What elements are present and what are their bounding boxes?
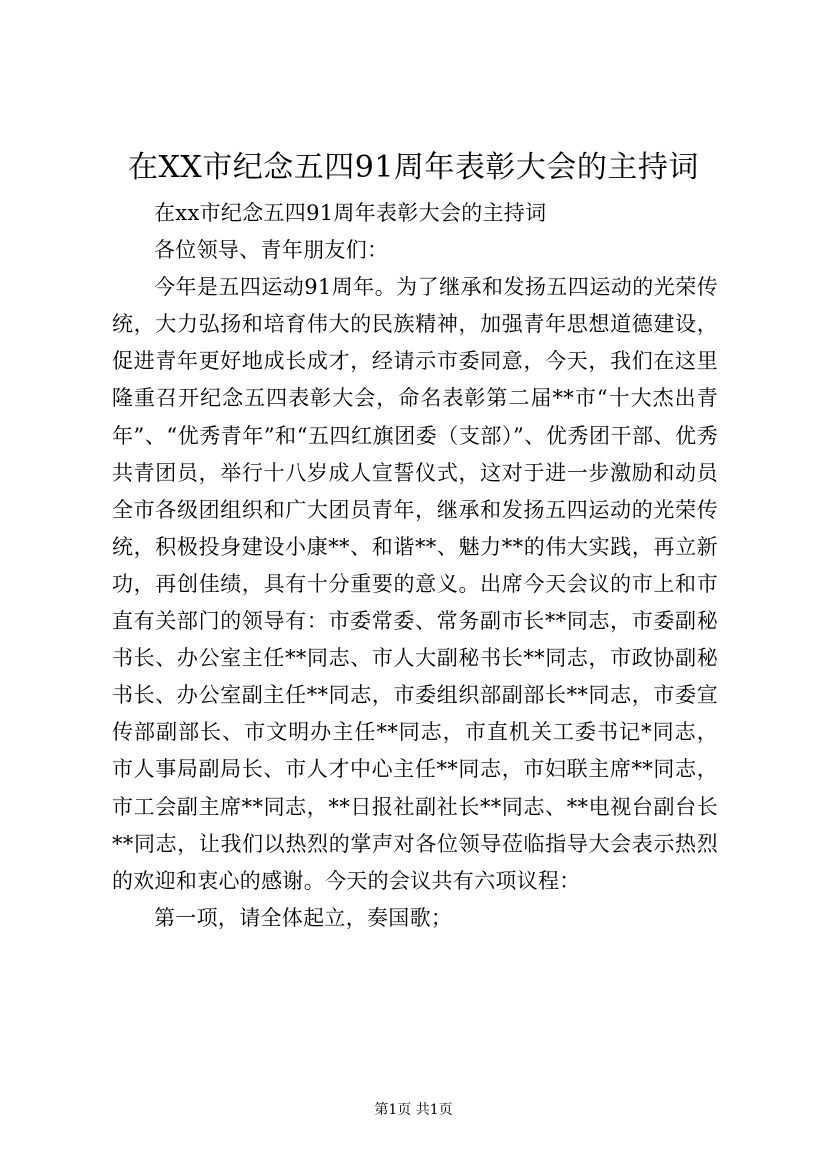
subtitle-paragraph: 在xx市纪念五四91周年表彰大会的主持词 <box>154 201 547 225</box>
main-paragraph: 今年是五四运动91周年。为了继承和发扬五四运动的光荣传统，大力弘扬和培育伟大的民族精神，加强青年思想道德建设，促进青年更好地成长成才，经请示市委同意，今天，我们在这里隆重召开纪念五四表彰大会，命名表彰第二届**市“十大杰出青年”、“优秀青年”和“五四红旗团委（支部）”、优秀团干部、优秀共青团员，举行十八岁成人宣誓仪式，这对于进一步激励和动员全市各级团组织和广大团员青年，继承和发扬五四运动的光荣传统，积极投身建设小康**、和谐**、魅力**的伟大实践，再立新功，再创佳绩，具有十分重要的意义。出席今天会议的市上和市直有关部门的领导有：市委常委、常务副市长**同志，市委副秘书长、办公室主任**同志、市人大副秘书长**同志，市政协副秘书长、办公室副主任**同志，市委组织部副部长**同志，市委宣传部副部长、市文明办主任**同志，市直机关工委书记*同志，市人事局副局长、市人才中心主任**同志，市妇联主席**同志，市工会副主席**同志，**日报社副社长**同志、**电视台副台长**同志，让我们以热烈的掌声对各位领导莅临指导大会表示热烈的欢迎和衷心的感谢。今天的会议共有六项议程： <box>112 275 718 893</box>
document-body <box>112 195 718 937</box>
document-title: 在XX市纪念五四91周年表彰大会的主持词 <box>128 150 699 185</box>
salutation-paragraph: 各位领导、青年朋友们： <box>154 238 389 263</box>
agenda-item-paragraph: 第一项，请全体起立，奏国歌； <box>154 905 453 930</box>
page-footer: 第1页 共1页 <box>374 1102 453 1118</box>
